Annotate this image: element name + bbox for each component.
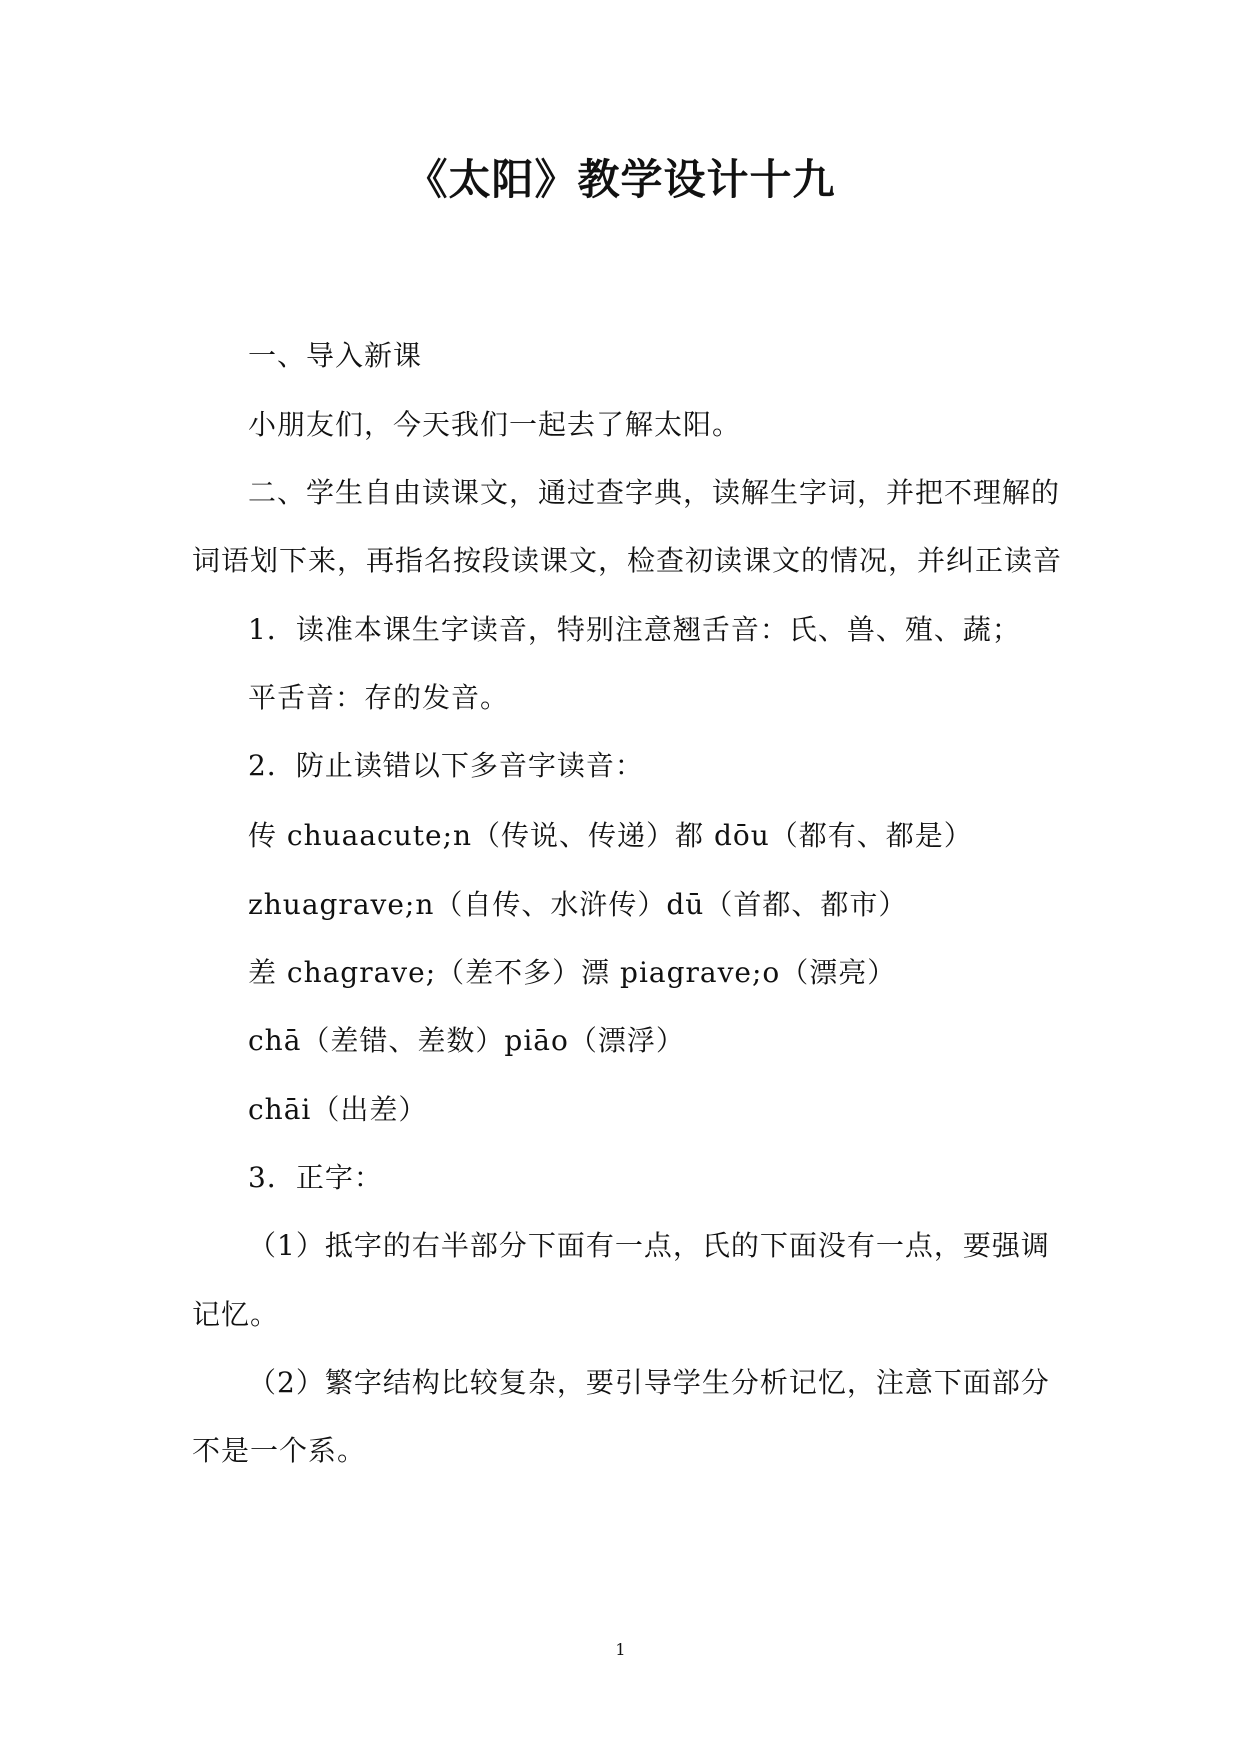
page-number: 1 — [615, 1640, 626, 1659]
paragraph-line: 不是一个系。 — [192, 1434, 367, 1467]
pronunciation-line: chāi（出差） — [248, 1093, 428, 1126]
paragraph-line: （2）繁字结构比较复杂，要引导学生分析记忆，注意下面部分 — [248, 1366, 1050, 1399]
paragraph-line: 平舌音：存的发音。 — [248, 681, 510, 714]
paragraph-line: 小朋友们，今天我们一起去了解太阳。 — [248, 408, 742, 441]
paragraph-line: 词语划下来，再指名按段读课文，检查初读课文的情况，并纠正读音 — [192, 544, 1063, 577]
paragraph-line: 1．读准本课生字读音，特别注意翘舌音：氏、兽、殖、蔬； — [248, 613, 1021, 646]
paragraph-line: （1）抵字的右半部分下面有一点，氏的下面没有一点，要强调 — [248, 1229, 1050, 1262]
section-heading-intro: 一、导入新课 — [248, 339, 423, 372]
document-title: 《太阳》教学设计十九 — [405, 155, 836, 204]
paragraph-line: 3．正字： — [248, 1161, 383, 1194]
pronunciation-line: chā（差错、差数）piāo（漂浮） — [248, 1024, 685, 1057]
paragraph-line: 2．防止读错以下多音字读音： — [248, 749, 644, 782]
paragraph-line: 二、学生自由读课文，通过查字典，读解生字词，并把不理解的 — [248, 476, 1061, 509]
pronunciation-line: 差 chagrave;（差不多）漂 piagrave;o（漂亮） — [248, 956, 897, 989]
paragraph-line: 记忆。 — [192, 1298, 280, 1331]
pronunciation-line: 传 chuaacute;n（传说、传递）都 dōu（都有、都是） — [248, 819, 973, 852]
pronunciation-line: zhuagrave;n（自传、水浒传）dū（首都、都市） — [248, 888, 908, 921]
